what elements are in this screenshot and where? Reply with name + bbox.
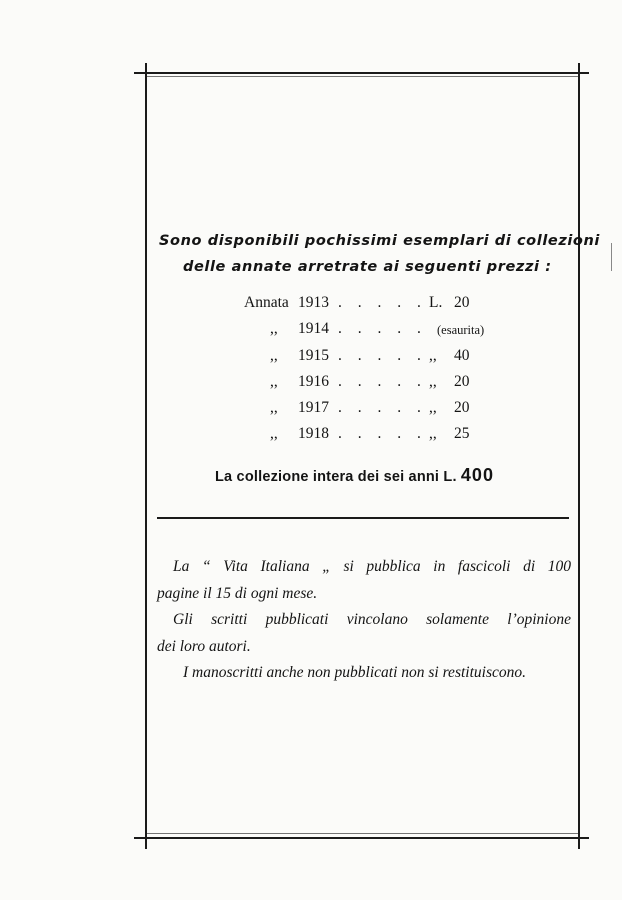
ditto-mark: ,, xyxy=(270,320,278,337)
total-amount: 400 xyxy=(460,465,494,485)
annata-label: Annata xyxy=(244,294,289,311)
ditto-mark: ,, xyxy=(270,425,278,442)
ditto-mark: ,, xyxy=(270,399,278,416)
bottom-border-line xyxy=(134,837,589,839)
ditto-mark: ,, xyxy=(429,373,437,390)
note-3: I manoscritti anche non pubblicati non si restituiscono. xyxy=(183,664,526,681)
collection-total xyxy=(215,465,494,486)
year: 1914 xyxy=(298,320,329,337)
note-2-line-2: dei loro autori. xyxy=(157,637,251,655)
currency: L. xyxy=(429,294,443,311)
price-row-1913 xyxy=(200,294,520,320)
section-divider xyxy=(157,517,569,519)
ditto-mark: ,, xyxy=(429,399,437,416)
intro-line-2: delle annate arretrate ai seguenti prezzi : xyxy=(183,259,552,275)
price-value: 20 xyxy=(454,294,470,311)
bottom-border-line-inner xyxy=(146,833,578,834)
intro-line-1: Sono disponibili pochissimi esemplari di collezioni xyxy=(159,233,600,249)
price-row-1915 xyxy=(200,347,520,373)
price-value: 20 xyxy=(454,373,470,390)
price-note: (esaurita) xyxy=(437,323,485,337)
year: 1915 xyxy=(298,347,329,364)
leader-dots: . . . . . xyxy=(338,425,427,442)
note-1-line-1: La “ Vita Italiana „ si pubblica in fascicoli di 100 xyxy=(173,558,571,575)
leader-dots: . . . . . xyxy=(338,399,427,416)
price-row-1916 xyxy=(200,373,520,399)
top-border-line xyxy=(134,72,589,74)
top-border-line-inner xyxy=(146,76,578,77)
ditto-mark: ,, xyxy=(429,425,437,442)
leader-dots: . . . . . xyxy=(338,373,427,390)
note-1-line-2: pagine il 15 di ogni mese. xyxy=(157,584,318,602)
year: 1917 xyxy=(298,399,329,416)
price-value: 20 xyxy=(454,399,470,416)
right-border-line xyxy=(578,63,580,849)
leader-dots: . . . . . xyxy=(338,320,427,337)
price-row-1917 xyxy=(200,399,520,425)
price-row-1914 xyxy=(200,320,520,346)
leader-dots: . . . . . xyxy=(338,294,427,311)
note-2-line-1: Gli scritti pubblicati vincolano solamente l’opinione xyxy=(173,611,571,628)
price-row-1918 xyxy=(200,425,520,451)
year: 1913 xyxy=(298,294,329,311)
ditto-mark: ,, xyxy=(270,347,278,364)
year: 1916 xyxy=(298,373,329,390)
ditto-mark: ,, xyxy=(270,373,278,390)
publication-notes xyxy=(157,554,571,687)
price-value: 40 xyxy=(454,347,470,364)
left-border-line xyxy=(145,63,147,849)
leader-dots: . . . . . xyxy=(338,347,427,364)
year: 1918 xyxy=(298,425,329,442)
price-value: 25 xyxy=(454,425,470,442)
ditto-mark: ,, xyxy=(429,347,437,364)
total-text: La collezione intera dei sei anni L. xyxy=(215,469,457,485)
